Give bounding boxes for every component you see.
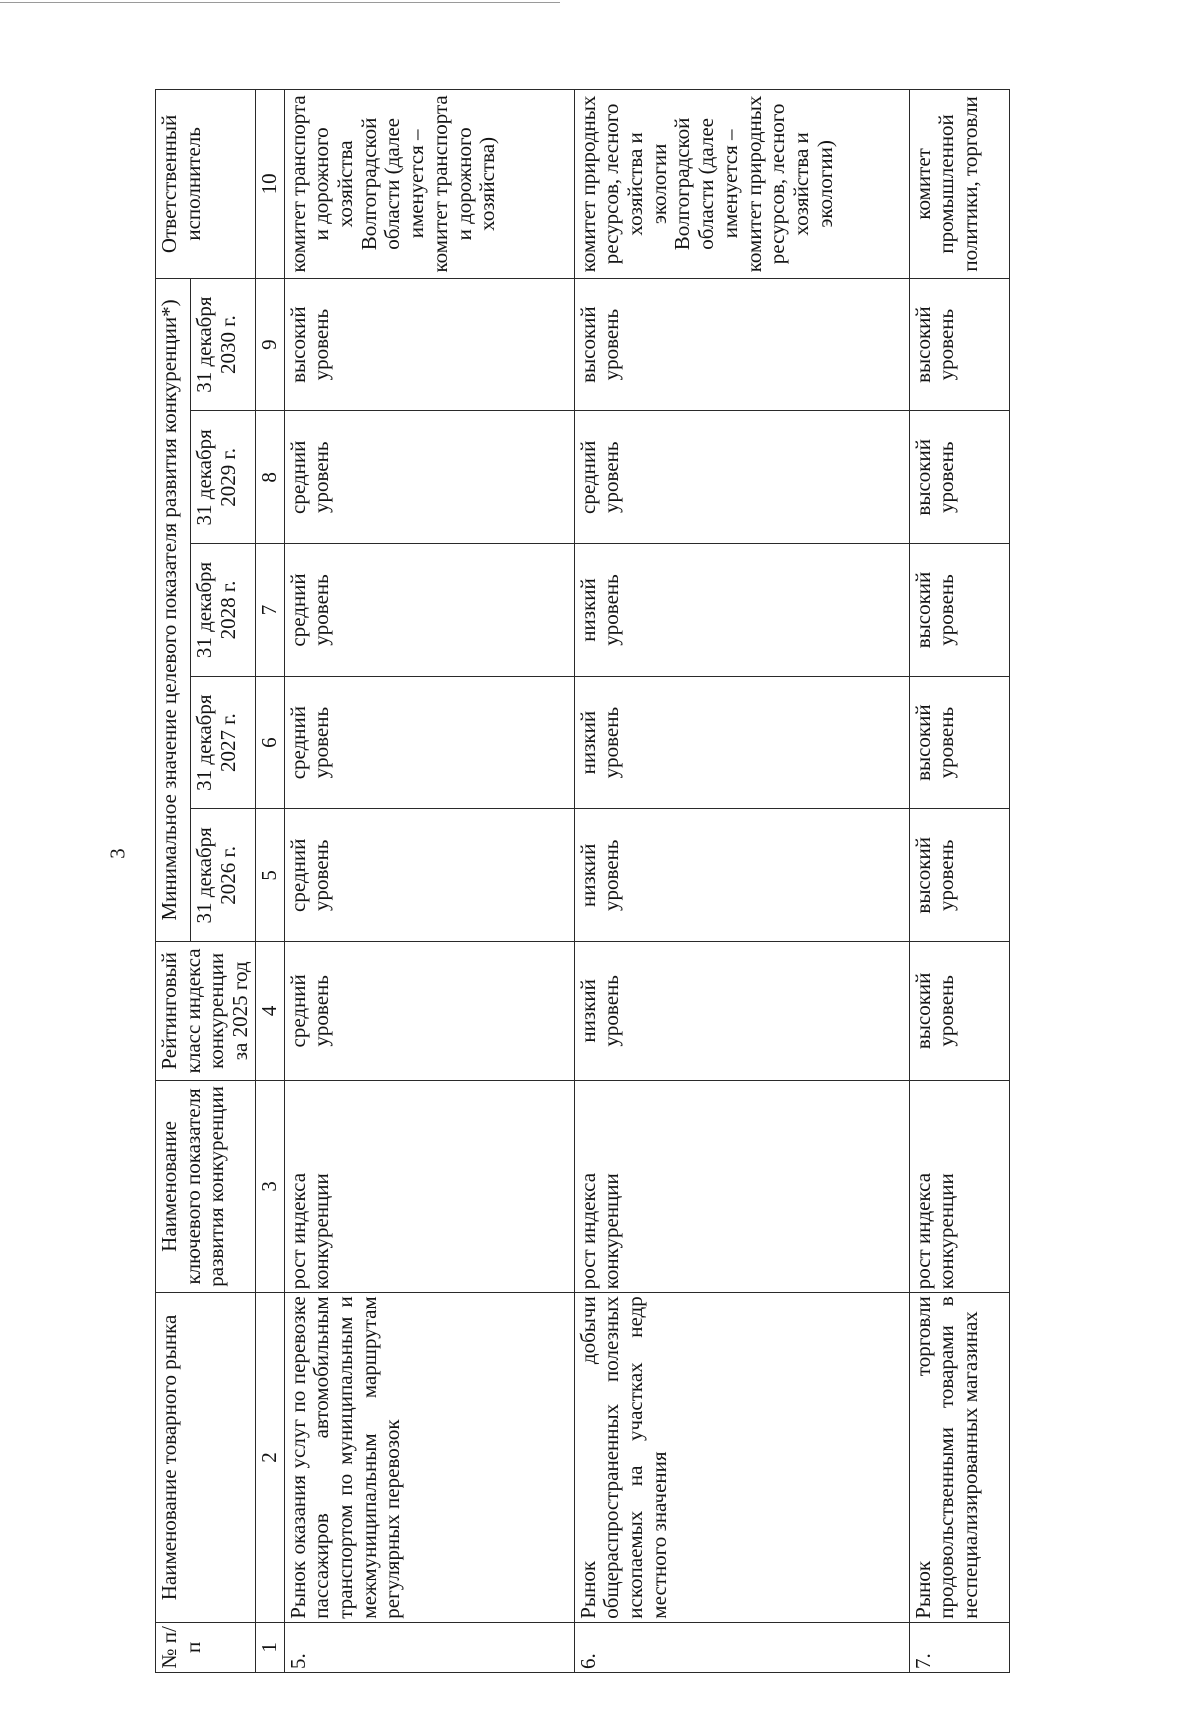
rating-value: средний уровень xyxy=(284,942,574,1080)
indicator-name: рост индекса конкуренции xyxy=(574,1080,909,1293)
target-value: средний уровень xyxy=(284,676,574,809)
target-value: средний уровень xyxy=(284,809,574,942)
market-name: Рынок добычи общераспространенных полезных ископаемых на участках недр местного значения xyxy=(574,1293,909,1622)
table-row xyxy=(909,90,1009,1673)
column-number: 7 xyxy=(255,544,284,677)
target-value: средний уровень xyxy=(574,411,909,544)
header-date: 31 декабря 2026 г. xyxy=(191,809,256,942)
page-number: 3 xyxy=(105,848,130,859)
target-value: низкий уровень xyxy=(574,676,909,809)
indicator-name: рост индекса конкуренции xyxy=(284,1080,574,1293)
scan-edge-line xyxy=(0,2,560,3)
header-date: 31 декабря 2028 г. xyxy=(191,544,256,677)
column-number: 6 xyxy=(255,676,284,809)
header-date: 31 декабря 2027 г. xyxy=(191,676,256,809)
header-date: 31 декабря 2030 г. xyxy=(191,278,256,411)
table-row xyxy=(574,90,909,1673)
header-num: № п/п xyxy=(156,1622,256,1672)
header-responsible: Ответственный исполнитель xyxy=(156,90,256,279)
target-value: низкий уровень xyxy=(574,544,909,677)
rotated-page-content xyxy=(155,89,1055,1673)
column-number: 3 xyxy=(255,1080,284,1293)
market-name: Рынок торговли продовольственными товарами в неспециализированных магазинах xyxy=(909,1293,1009,1622)
column-number: 1 xyxy=(255,1622,284,1672)
rating-value: низкий уровень xyxy=(574,942,909,1080)
responsible-executor: комитет природных ресурсов, лесного хозяйства и экологии Волгоградской области (далее именуется – комитет природных ресурсов, лесного хозяйства и экологии) xyxy=(574,90,909,279)
column-number: 10 xyxy=(255,90,284,279)
row-number: 5. xyxy=(284,1622,574,1672)
header-rating: Рейтинговый класс индекса конкуренции за 2025 год xyxy=(156,942,256,1080)
target-value: высокий уровень xyxy=(909,411,1009,544)
header-min-value-group: Минимальное значение целевого показателя развития конкуренции*) xyxy=(156,278,191,941)
target-value: высокий уровень xyxy=(284,278,574,411)
target-value: низкий уровень xyxy=(574,809,909,942)
row-number: 7. xyxy=(909,1622,1009,1672)
header-market: Наименование товарного рынка xyxy=(156,1293,256,1622)
header-indicator: Наименование ключевого показателя развития конкуренции xyxy=(156,1080,256,1293)
indicator-name: рост индекса конкуренции xyxy=(909,1080,1009,1293)
responsible-executor: комитет промышленной политики, торговли xyxy=(909,90,1009,279)
column-number: 5 xyxy=(255,809,284,942)
target-value: средний уровень xyxy=(284,411,574,544)
column-number: 4 xyxy=(255,942,284,1080)
market-name: Рынок оказания услуг по перевозке пассажиров автомобильным транспортом по муниципальным и межмуниципальным маршрутам регулярных перевозок xyxy=(284,1293,574,1622)
column-number: 8 xyxy=(255,411,284,544)
target-value: высокий уровень xyxy=(909,278,1009,411)
header-date: 31 декабря 2029 г. xyxy=(191,411,256,544)
target-value: высокий уровень xyxy=(909,676,1009,809)
target-value: средний уровень xyxy=(284,544,574,677)
target-value: высокий уровень xyxy=(909,544,1009,677)
table-header-row xyxy=(156,90,191,1673)
target-value: высокий уровень xyxy=(574,278,909,411)
column-number-row xyxy=(255,90,284,1673)
column-number: 9 xyxy=(255,278,284,411)
rating-value: высокий уровень xyxy=(909,942,1009,1080)
row-number: 6. xyxy=(574,1622,909,1672)
competition-targets-table xyxy=(155,89,1010,1673)
column-number: 2 xyxy=(255,1293,284,1622)
responsible-executor: комитет транспорта и дорожного хозяйства Волгоградской области (далее именуется – комитет транспорта и дорожного хозяйства) xyxy=(284,90,574,279)
target-value: высокий уровень xyxy=(909,809,1009,942)
table-row xyxy=(284,90,574,1673)
